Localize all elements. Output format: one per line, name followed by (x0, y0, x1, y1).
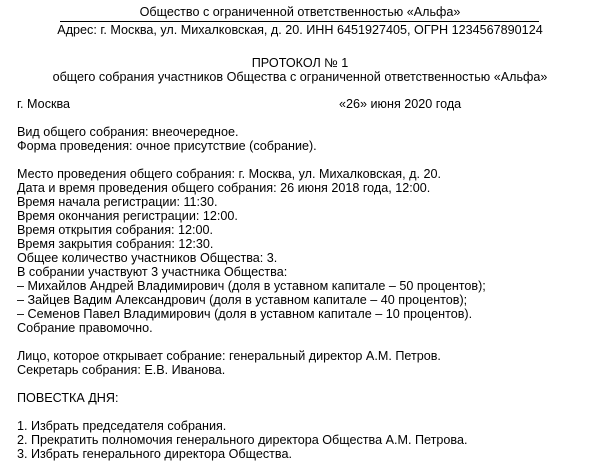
protocol-date: «26» июня 2020 года (339, 97, 462, 111)
protocol-subtitle: общего собрания участников Общества с ограниченной ответственностью «Альфа» (52, 70, 548, 84)
meeting-close-time: Время закрытия собрания: 12:30. (17, 237, 214, 251)
quorum-statement: Собрание правомочно. (17, 321, 153, 335)
agenda-heading: ПОВЕСТКА ДНЯ: (17, 391, 119, 405)
participant-item: – Зайцев Вадим Александрович (доля в уставном капитале – 40 процентов); (17, 293, 468, 307)
agenda-item: 1. Избрать председателя собрания. (17, 419, 227, 433)
organization-address: Адрес: г. Москва, ул. Михалковская, д. 20. ИНН 6451927405, ОГРН 1234567890124 (57, 23, 543, 37)
meeting-form: Форма проведения: очное присутствие (собрание). (17, 139, 317, 153)
meeting-datetime: Дата и время проведения общего собрания: 26 июня 2018 года, 12:00. (17, 181, 431, 195)
meeting-secretary: Секретарь собрания: Е.В. Иванова. (17, 363, 226, 377)
meeting-opener: Лицо, которое открывает собрание: генеральный директор А.М. Петров. (17, 349, 441, 363)
meeting-type: Вид общего собрания: внеочередное. (17, 125, 239, 139)
registration-start: Время начала регистрации: 11:30. (17, 195, 218, 209)
agenda-item: 3. Избрать генерального директора Общества. (17, 447, 292, 461)
participants-present: В собрании участвуют 3 участника Общества: (17, 265, 288, 279)
meeting-place: Место проведения общего собрания: г. Москва, ул. Михалковская, д. 20. (17, 167, 441, 181)
header-divider (60, 21, 539, 22)
meeting-open-time: Время открытия собрания: 12:00. (17, 223, 214, 237)
protocol-title: ПРОТОКОЛ № 1 (251, 56, 349, 70)
organization-name: Общество с ограниченной ответственностью «Альфа» (139, 5, 461, 19)
participants-total: Общее количество участников Общества: 3. (17, 251, 278, 265)
city: г. Москва (17, 97, 71, 111)
participant-item: – Михайлов Андрей Владимирович (доля в уставном капитале – 50 процентов); (17, 279, 486, 293)
agenda-item: 2. Прекратить полномочия генерального директора Общества А.М. Петрова. (17, 433, 468, 447)
registration-end: Время окончания регистрации: 12:00. (17, 209, 238, 223)
participant-item: – Семенов Павел Владимирович (доля в уставном капитале – 10 процентов). (17, 307, 473, 321)
